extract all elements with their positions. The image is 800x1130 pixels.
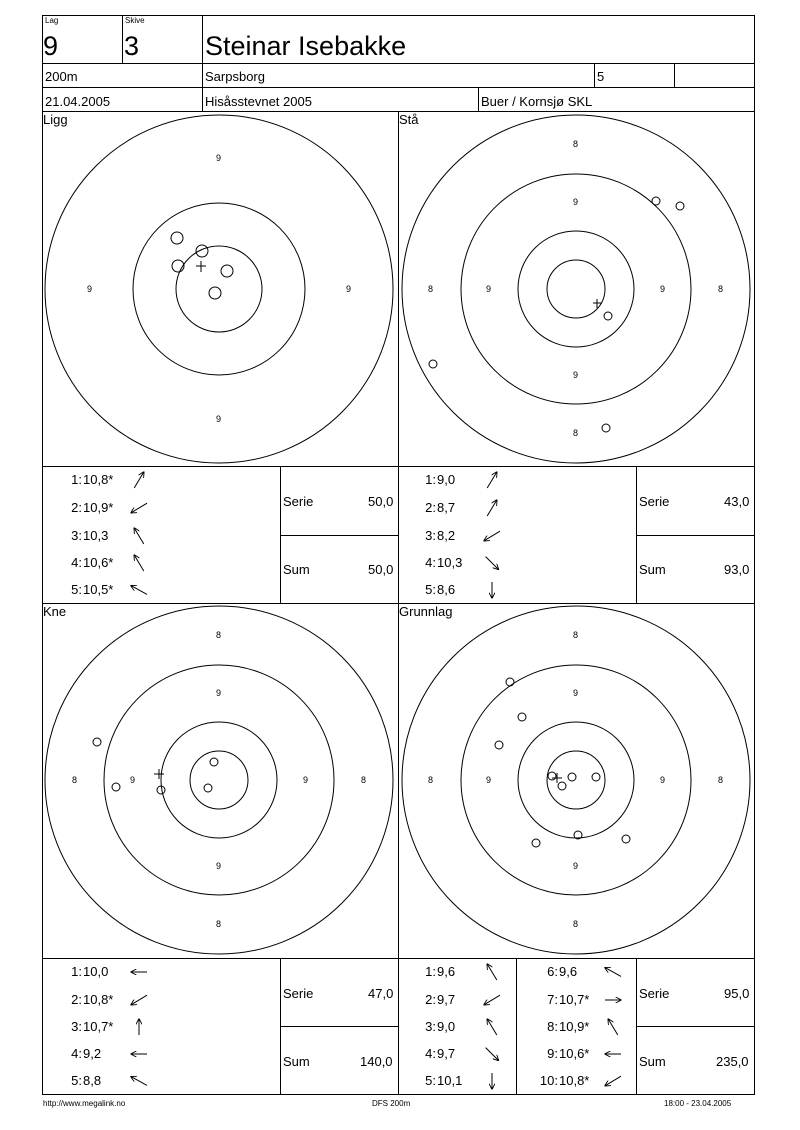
shot-hole [429, 360, 437, 368]
target-ligg [43, 112, 393, 463]
shot-direction-arrow [487, 472, 497, 488]
shot-number: 1: [71, 964, 82, 979]
shot-number: 3: [425, 1019, 436, 1034]
shot-value: 10,0 [83, 964, 109, 979]
shot-number: 7: [547, 992, 558, 1007]
ring-label: 8 [216, 630, 222, 640]
section-label-grunnlag: Grunnlag [399, 604, 453, 619]
sum-label: Sum [639, 1054, 666, 1069]
ring-label: 8 [573, 919, 579, 929]
ring-label: 8 [72, 775, 78, 785]
shot-direction-arrow [605, 1076, 621, 1086]
shot-direction-arrow [486, 557, 499, 570]
serie-label: Serie [639, 986, 670, 1001]
ring-label: 9 [486, 775, 492, 785]
date: 21.04.2005 [45, 94, 111, 109]
shot-direction-arrow [487, 964, 497, 980]
shot-direction-arrow [131, 503, 147, 513]
shot-hole [196, 245, 208, 257]
shot-number: 3: [425, 528, 436, 543]
shot-number: 5: [71, 582, 82, 597]
ring-label: 8 [216, 919, 222, 929]
shot-number: 1: [71, 472, 82, 487]
shot-number: 8: [547, 1019, 558, 1034]
shot-hole [506, 678, 514, 686]
ring-label: 9 [216, 688, 222, 698]
ring-label: 8 [573, 139, 579, 149]
ring-label: 9 [216, 414, 222, 424]
shot-number: 4: [71, 1046, 82, 1061]
shot-value: 9,0 [437, 1019, 456, 1034]
shot-value: 10,8* [83, 472, 114, 487]
ring-label: 8 [573, 428, 579, 438]
shot-number: 3: [71, 1019, 82, 1034]
shot-number: 2: [71, 992, 82, 1007]
shot-value: 9,7 [437, 992, 456, 1007]
ring-label: 9 [573, 861, 579, 871]
serie-label: Serie [283, 494, 314, 509]
serie-label: Serie [283, 986, 314, 1001]
shot-hole [518, 713, 526, 721]
shot-number: 4: [425, 555, 436, 570]
footer-center: DFS 200m [372, 1099, 411, 1108]
sum-label: Sum [639, 562, 666, 577]
ring-label: 8 [361, 775, 367, 785]
serie-label: Serie [639, 494, 670, 509]
shot-direction-arrow [487, 500, 497, 516]
ring-label: 9 [216, 861, 222, 871]
skive-label: Skive [125, 16, 145, 25]
ring-label: 9 [303, 775, 309, 785]
shooter-name: Steinar Isebakke [205, 31, 407, 61]
shot-number: 2: [425, 992, 436, 1007]
shot-hole [209, 287, 221, 299]
shot-hole [532, 839, 540, 847]
shot-value: 10,1 [437, 1073, 463, 1088]
sum-value: 50,0 [368, 562, 394, 577]
ring-label: 9 [573, 197, 579, 207]
footer-timestamp: 18:00 - 23.04.2005 [664, 1099, 732, 1108]
shot-direction-arrow [484, 531, 500, 541]
shot-value: 9,6 [437, 964, 456, 979]
shot-number: 3: [71, 528, 82, 543]
ring-label: 8 [718, 284, 724, 294]
shot-value: 8,6 [437, 582, 456, 597]
shot-hole [676, 202, 684, 210]
shot-number: 1: [425, 472, 436, 487]
shot-direction-arrow [134, 528, 144, 544]
shot-value: 10,7* [559, 992, 590, 1007]
shot-hole [622, 835, 630, 843]
shot-direction-arrow [487, 1019, 497, 1035]
ring-label: 9 [130, 775, 136, 785]
skive-value: 3 [124, 31, 140, 61]
shot-value: 9,2 [83, 1046, 102, 1061]
shot-direction-arrow [134, 472, 144, 488]
sum-label: Sum [283, 562, 310, 577]
shot-direction-arrow [131, 995, 147, 1005]
shot-hole [112, 783, 120, 791]
shot-direction-arrow [131, 586, 147, 595]
shot-value: 10,3 [437, 555, 463, 570]
organizer: Buer / Kornsjø SKL [481, 94, 593, 109]
shot-value: 9,6 [559, 964, 578, 979]
footer-url[interactable]: http://www.megalink.no [43, 1099, 126, 1108]
shot-hole [495, 741, 503, 749]
shot-hole [602, 424, 610, 432]
serie-value: 95,0 [724, 986, 750, 1001]
shot-hole [568, 773, 576, 781]
shot-hole [604, 312, 612, 320]
ring-label: 9 [346, 284, 352, 294]
shot-value: 10,6* [83, 555, 114, 570]
shot-hole [171, 232, 183, 244]
shot-number: 4: [425, 1046, 436, 1061]
shot-hole [221, 265, 233, 277]
shot-number: 5: [425, 1073, 436, 1088]
shot-number: 9: [547, 1046, 558, 1061]
serie-value: 47,0 [368, 986, 394, 1001]
shot-value: 9,0 [437, 472, 456, 487]
shot-value: 10,3 [83, 528, 109, 543]
shot-number: 1: [425, 964, 436, 979]
shot-direction-arrow [486, 1048, 499, 1061]
shot-direction-arrow [605, 968, 621, 977]
shot-direction-arrow [134, 555, 144, 571]
shot-hole [558, 782, 566, 790]
shot-number: 6: [547, 964, 558, 979]
sum-value: 140,0 [360, 1054, 393, 1069]
event-name: Hisåsstevnet 2005 [205, 94, 312, 109]
shot-direction-arrow [131, 1077, 147, 1086]
ring-label: 8 [428, 775, 434, 785]
target-grunnlag [402, 606, 750, 954]
shot-number: 10: [539, 1073, 558, 1088]
serie-value: 43,0 [724, 494, 750, 509]
shot-hole [93, 738, 101, 746]
shot-number: 2: [71, 500, 82, 515]
ring-label: 9 [660, 775, 666, 785]
shot-number: 4: [71, 555, 82, 570]
ring-label: 9 [573, 370, 579, 380]
shot-hole [592, 773, 600, 781]
shot-hole [548, 772, 556, 780]
distance: 200m [45, 69, 78, 84]
shot-hole [210, 758, 218, 766]
ring-label: 8 [718, 775, 724, 785]
lag-label: Lag [45, 16, 59, 25]
ring-label: 9 [87, 284, 93, 294]
shot-value: 8,2 [437, 528, 456, 543]
section-label-kne: Kne [43, 604, 67, 619]
ring-label: 9 [660, 284, 666, 294]
section-label-ligg: Ligg [43, 112, 68, 127]
shot-hole [204, 784, 212, 792]
shot-direction-arrow [484, 995, 500, 1005]
shot-value: 10,7* [83, 1019, 114, 1034]
section-label-sta: Stå [399, 112, 419, 127]
lag-value: 9 [43, 31, 59, 61]
ring-label: 8 [573, 630, 579, 640]
shot-value: 10,8* [83, 992, 114, 1007]
shot-value: 10,9* [83, 500, 114, 515]
shot-number: 5: [71, 1073, 82, 1088]
ring-label: 8 [428, 284, 434, 294]
serie-value: 50,0 [368, 494, 394, 509]
sum-value: 235,0 [716, 1054, 749, 1069]
shot-value: 8,8 [83, 1073, 102, 1088]
sum-value: 93,0 [724, 562, 750, 577]
class-value: 5 [597, 69, 605, 84]
shot-hole [652, 197, 660, 205]
sum-label: Sum [283, 1054, 310, 1069]
ring-label: 9 [486, 284, 492, 294]
shot-number: 2: [425, 500, 436, 515]
target-sta [402, 115, 750, 463]
shot-value: 10,5* [83, 582, 114, 597]
ring-label: 9 [216, 153, 222, 163]
target-kne [45, 606, 393, 954]
ring-label: 9 [573, 688, 579, 698]
shot-value: 10,8* [559, 1073, 590, 1088]
shot-value: 10,9* [559, 1019, 590, 1034]
shot-value: 9,7 [437, 1046, 456, 1061]
shot-direction-arrow [608, 1019, 618, 1035]
shot-number: 5: [425, 582, 436, 597]
shot-value: 10,6* [559, 1046, 590, 1061]
shot-value: 8,7 [437, 500, 456, 515]
club-place: Sarpsborg [205, 69, 265, 84]
